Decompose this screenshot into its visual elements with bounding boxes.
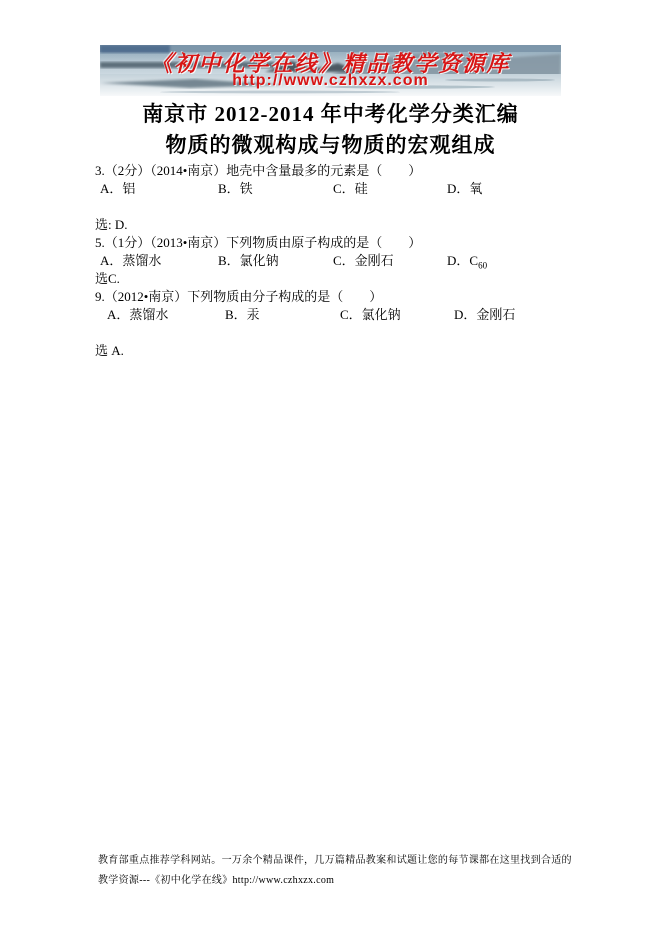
question-9-option-b: B．汞 <box>225 307 260 322</box>
document-subtitle: 物质的微观构成与物质的宏观组成 <box>165 133 496 157</box>
question-3-option-a: A．铝 <box>100 181 136 196</box>
question-9-answer: 选 A. <box>95 343 124 358</box>
question-3-option-b: B．铁 <box>218 181 253 196</box>
page-footer <box>98 851 572 891</box>
question-9-option-c: C．氯化钠 <box>340 307 401 322</box>
question-5-options <box>95 252 631 270</box>
question-5-option-d <box>447 252 631 270</box>
document-title: 南京市 2012-2014 年中考化学分类汇编 <box>142 102 519 126</box>
question-3-stem: 3.（2分）（2014•南京）地壳中含量最多的元素是（ ） <box>95 163 422 178</box>
question-9-option-d: D．金刚石 <box>454 307 516 322</box>
footer-line-1: 教育部重点推荐学科网站。一万余个精品课件，几万篇精品教案和试题让您的每节课都在这里找到合适的 <box>98 855 572 866</box>
question-5-option-d-subscript: 60 <box>478 260 488 271</box>
question-5-option-a: A．蒸馏水 <box>100 253 162 268</box>
question-5-option-d-label: D．C <box>447 253 479 268</box>
question-5-stem: 5.（1分）（2013•南京）下列物质由原子构成的是（ ） <box>95 235 422 250</box>
question-5-option-c: C．金刚石 <box>333 253 394 268</box>
question-3-options <box>95 180 631 198</box>
banner-site-url: http://www.czhxzx.com <box>232 72 429 89</box>
question-3-option-c: C．硅 <box>333 181 368 196</box>
header-banner-image <box>100 45 561 96</box>
questions-section <box>95 162 631 360</box>
question-3-option-d: D．氧 <box>447 181 483 196</box>
banner-site-title: 《初中化学在线》精品教学资源库 <box>150 51 511 76</box>
document-header <box>0 99 661 161</box>
question-5-option-b: B．氯化钠 <box>218 253 279 268</box>
question-9-option-a: A．蒸馏水 <box>107 307 169 322</box>
question-9-stem: 9.（2012•南京）下列物质由分子构成的是（ ） <box>95 289 383 304</box>
question-5-answer: 选C. <box>95 271 120 286</box>
question-3-answer: 选: D. <box>95 217 128 232</box>
question-9-options <box>95 306 631 324</box>
footer-line-2: 教学资源---《初中化学在线》http://www.czhxzx.com <box>98 875 335 886</box>
